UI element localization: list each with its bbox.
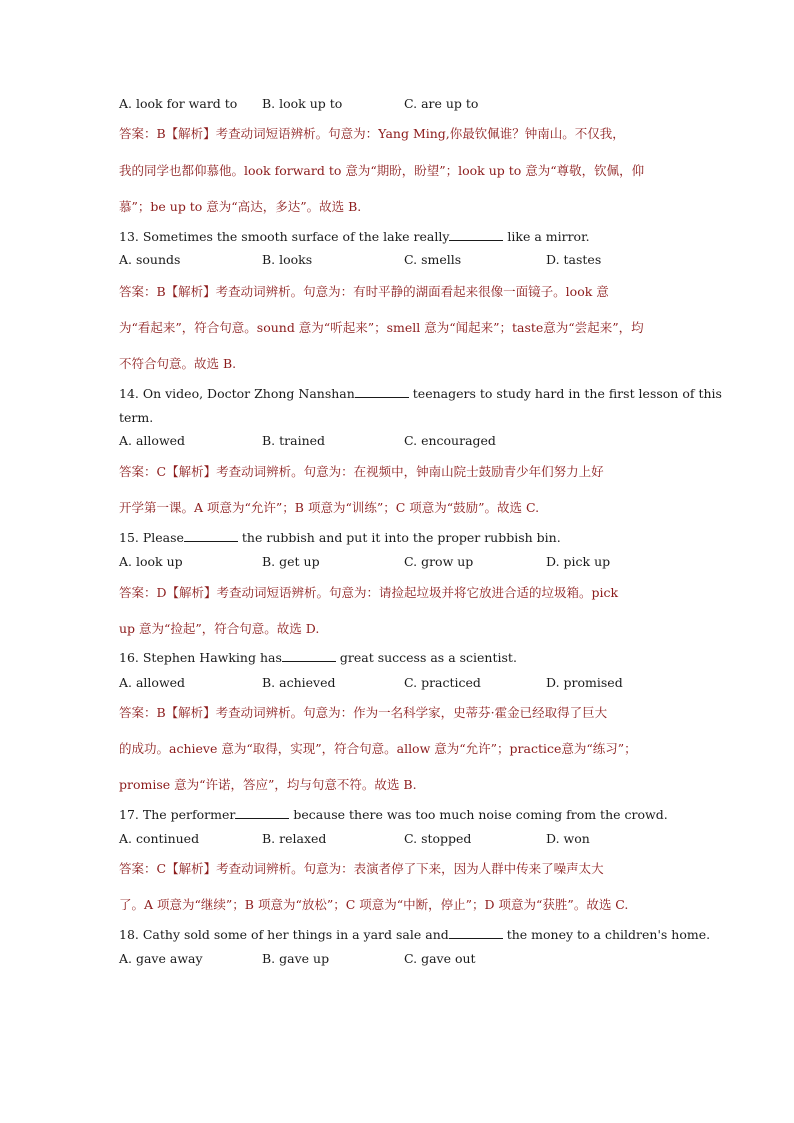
- q13-blank: [449, 229, 503, 241]
- q15-answer-line2: up 意为“捡起”，符合句意。故选 D.: [119, 621, 320, 636]
- q14-option-b: B. trained: [262, 433, 326, 448]
- q16-answer-line3: promise 意为“许诺，答应”，均与句意不符。故选 B.: [119, 777, 417, 792]
- q16-blank: [282, 650, 336, 662]
- q13-option-c: C. smells: [404, 252, 462, 267]
- q18-option-b: B. gave up: [262, 951, 330, 966]
- q16-answer-line1: 答案：B【解析】考查动词辨析。句意为：作为一名科学家，史蒂芬·霍金已经取得了巨大: [119, 705, 608, 720]
- q17-answer-line2: 了。A 项意为“继续”；B 项意为“放松”；C 项意为“中断，停止”；D 项意为“获胜”。故选 C.: [119, 897, 629, 912]
- q15-question: 15. Please the rubbish and put it into the proper rubbish bin.: [119, 530, 561, 545]
- q13-option-a: A. sounds: [119, 252, 181, 267]
- q17-answer-line1: 答案：C【解析】考查动词辨析。句意为：表演者停了下来，因为人群中传来了噪声太大: [119, 861, 604, 876]
- q12-option-a: A. look for ward to: [119, 96, 238, 111]
- q13-question: 13. Sometimes the smooth surface of the lake really like a mirror.: [119, 229, 590, 244]
- q14-question: 14. On video, Doctor Zhong Nanshan teenagers to study hard in the first lesson of this: [119, 386, 722, 401]
- q12-answer-line1: 答案：B【解析】考查动词短语辨析。句意为：Yang Ming,你最钦佩谁？钟南山。不仅我，: [119, 126, 625, 141]
- q12-answer-line3: 慕”；be up to 意为“高达，多达”。故选 B.: [119, 199, 362, 214]
- q15-blank: [184, 530, 238, 542]
- q17-option-c: C. stopped: [404, 831, 472, 846]
- q16-option-b: B. achieved: [262, 675, 336, 690]
- q14-blank: [355, 386, 409, 398]
- q16-option-a: A. allowed: [119, 675, 186, 690]
- q15-option-c: C. grow up: [404, 554, 474, 569]
- q13-answer-line1: 答案：B【解析】考查动词辨析。句意为：有时平静的湖面看起来很像一面镜子。look 意: [119, 284, 609, 299]
- q15-answer-line1: 答案：D【解析】考查动词短语辨析。句意为：请捡起垃圾并将它放进合适的垃圾箱。pick: [119, 585, 619, 600]
- q18-option-c: C. gave out: [404, 951, 476, 966]
- q12-option-c: C. are up to: [404, 96, 479, 111]
- q13-option-b: B. looks: [262, 252, 313, 267]
- q18-option-a: A. gave away: [119, 951, 203, 966]
- q14-answer-line1: 答案：C【解析】考查动词辨析。句意为：在视频中，钟南山院士鼓励青少年们努力上好: [119, 464, 604, 479]
- q17-option-a: A. continued: [119, 831, 200, 846]
- q12-answer-line2: 我的同学也都仰慕他。look forward to 意为“期盼，盼望”；look up to 意为“尊敬，钦佩，仰: [119, 163, 645, 178]
- q17-option-d: D. won: [546, 831, 590, 846]
- q16-question: 16. Stephen Hawking has great success as a scientist.: [119, 650, 517, 665]
- q18-blank: [449, 927, 503, 939]
- q18-question: 18. Cathy sold some of her things in a yard sale and the money to a children's home.: [119, 927, 711, 942]
- q15-option-a: A. look up: [119, 554, 183, 569]
- q15-option-d: D. pick up: [546, 554, 611, 569]
- q17-blank: [235, 807, 289, 819]
- q14-option-c: C. encouraged: [404, 433, 496, 448]
- q15-option-b: B. get up: [262, 554, 320, 569]
- q16-answer-line2: 的成功。achieve 意为“取得，实现”，符合句意。allow 意为“允许”；practice意为“练习”；: [119, 741, 637, 756]
- q16-option-c: C. practiced: [404, 675, 481, 690]
- q17-option-b: B. relaxed: [262, 831, 327, 846]
- q14-answer-line2: 开学第一课。A 项意为“允许”；B 项意为“训练”；C 项意为“鼓励”。故选 C.: [119, 500, 540, 515]
- q14-question-line2: term.: [119, 410, 154, 425]
- q13-answer-line3: 不符合句意。故选 B.: [119, 356, 237, 371]
- q13-answer-line2: 为“看起来”，符合句意。sound 意为“听起来”；smell 意为“闻起来”；taste意为“尝起来”，均: [119, 320, 644, 335]
- q17-question: 17. The performer because there was too much noise coming from the crowd.: [119, 807, 668, 822]
- q14-option-a: A. allowed: [119, 433, 186, 448]
- q12-option-b: B. look up to: [262, 96, 343, 111]
- q13-option-d: D. tastes: [546, 252, 602, 267]
- q16-option-d: D. promised: [546, 675, 623, 690]
